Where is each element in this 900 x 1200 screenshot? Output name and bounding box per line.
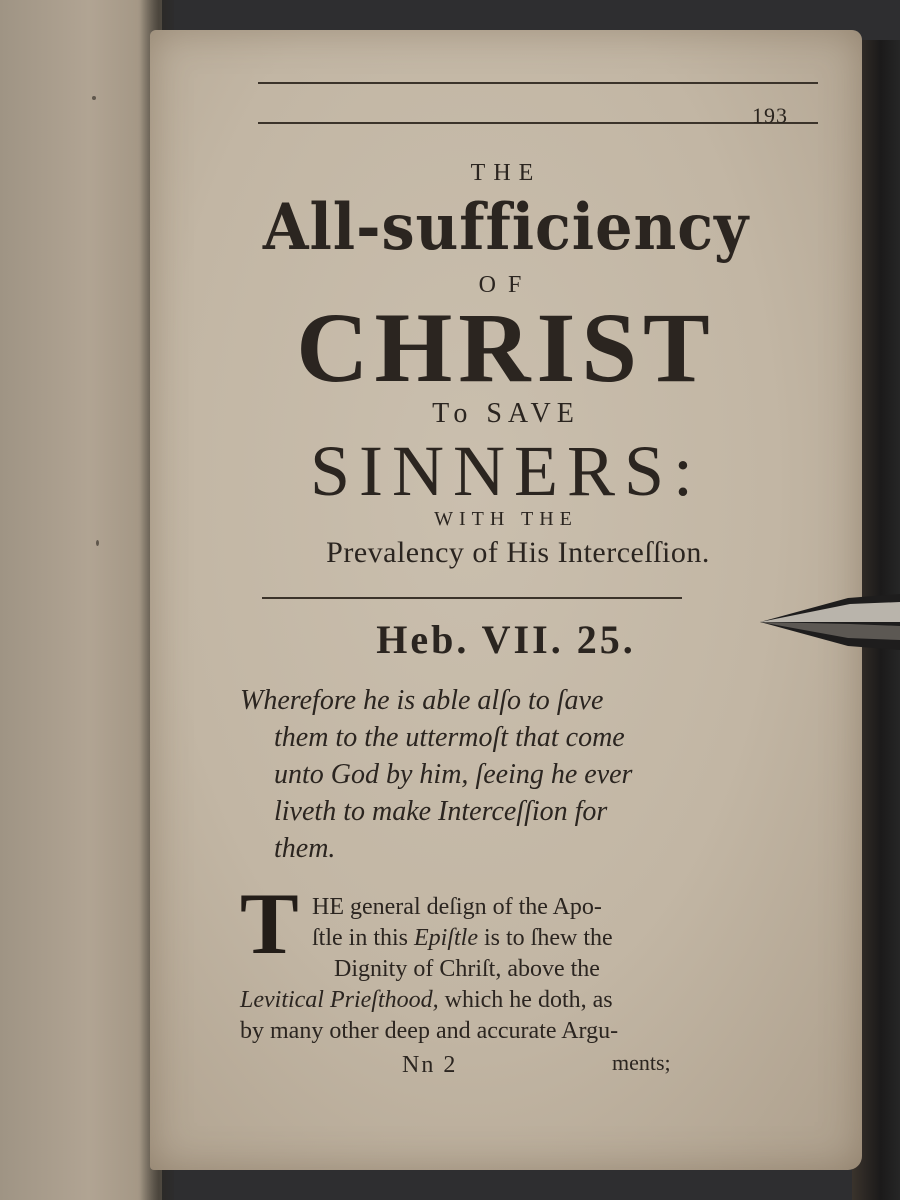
catchword: ments; <box>612 1050 671 1075</box>
verse-line: unto God by him, ſeeing he ever <box>274 759 633 790</box>
verse-line: them. <box>274 833 336 864</box>
body-line: Dignity of Chriſt, above the <box>334 956 600 982</box>
body-italic-run: Epiſtle <box>414 925 478 951</box>
title-to-save: To SAVE <box>432 398 580 429</box>
body-line: HE general deſign of the Apo- <box>312 894 602 920</box>
signature-mark: Nn 2 <box>402 1052 458 1078</box>
title-of: OF <box>478 272 534 298</box>
title-with-the: WITH THE <box>434 508 578 530</box>
body-italic-run: Levitical Prieſthood, <box>240 987 439 1013</box>
body-text-run: ſtle in this <box>312 925 414 951</box>
title-the: THE <box>470 160 542 186</box>
verse-line: Wherefore he is able alſo to ſave <box>240 685 604 716</box>
scripture-reference: Heb. VII. 25. <box>376 617 636 662</box>
drop-cap: T <box>240 876 299 973</box>
verse-line: liveth to make Interceſſion for <box>274 796 608 827</box>
title-sinners: SINNERS: <box>309 431 703 511</box>
body-line: by many other deep and accurate Argu- <box>240 1018 619 1044</box>
verse-line: them to the uttermoſt that come <box>274 722 625 753</box>
page-number: 193 <box>752 103 788 128</box>
title-all-sufficiency: All-sufficiency <box>262 190 750 265</box>
body-text-run: is to ſhew the <box>477 925 613 951</box>
title-prevalency: Prevalency of His Interceſſion. <box>326 536 710 569</box>
title-christ: CHRIST <box>296 292 716 403</box>
body-text-run: which he doth, as <box>438 987 613 1013</box>
